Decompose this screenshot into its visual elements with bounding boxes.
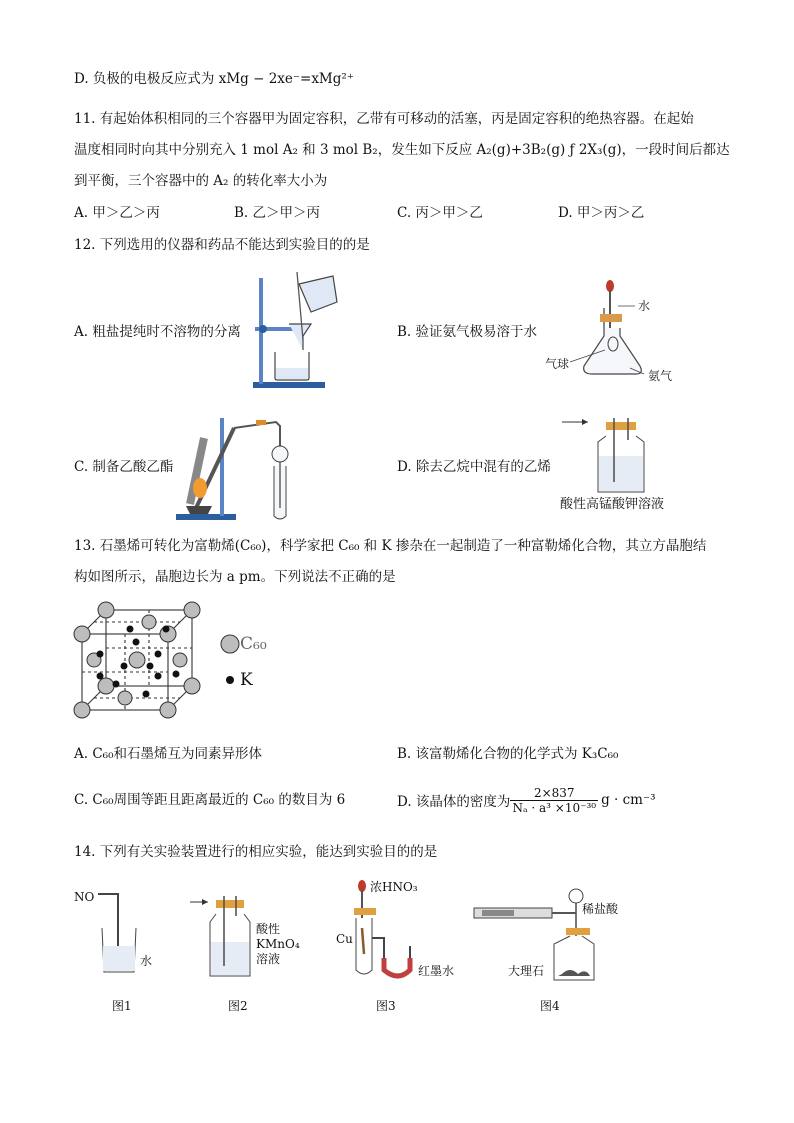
- density-fraction: [510, 786, 598, 815]
- q12-option-a: A. 粗盐提纯时不溶物的分离: [74, 324, 241, 340]
- fig3-metal-label: Cu: [336, 932, 353, 946]
- fig4-caption: 图4: [540, 999, 560, 1013]
- q10-option-d: D. 负极的电极反应式为 xMg − 2xe⁻=xMg²⁺: [74, 71, 354, 87]
- fig1-gas-label: NO: [74, 890, 95, 904]
- flask-ammonia-label: 氨气: [648, 369, 673, 383]
- q12-option-c: C. 制备乙酸乙酯: [74, 459, 174, 475]
- q12-option-b: B. 验证氨气极易溶于水: [397, 324, 538, 340]
- fig4-acid-label: 稀盐酸: [582, 902, 619, 916]
- fig3-liquid-label: 红墨水: [418, 964, 455, 978]
- q11-stem-line1: 11. 有起始体积相同的三个容器甲为固定容积，乙带有可移动的活塞，丙是固定容积的绝热容器。在起始: [74, 111, 694, 127]
- q11-stem-line2: 温度相同时向其中分别充入 1 mol A₂ 和 3 mol B₂，发生如下反应 A₂(g)+3B₂(g) ƒ 2X₃(g)，一段时间后都达: [74, 142, 730, 158]
- q13-option-d: [397, 776, 656, 824]
- fig2-reagent-label: [256, 922, 300, 967]
- fig2-reagent-line3: 溶液: [256, 952, 281, 966]
- filtration-apparatus-figure: [245, 270, 355, 392]
- q12-option-d: D. 除去乙烷中混有的乙烯: [397, 459, 551, 475]
- density-unit: g · cm⁻³: [601, 792, 656, 808]
- q11-option-c: C. 丙＞甲＞乙: [397, 205, 483, 221]
- q13-option-b: B. 该富勒烯化合物的化学式为 K₃C₆₀: [397, 746, 619, 762]
- q13-option-a: A. C₆₀和石墨烯互为同素异形体: [74, 746, 262, 762]
- legend-k-label: K: [240, 670, 253, 690]
- crystal-cell-figure: [66, 594, 216, 726]
- q11-option-a: A. 甲＞乙＞丙: [74, 205, 160, 221]
- q13-option-d-prefix: D. 该晶体的密度为: [397, 794, 511, 810]
- figure-2-washing-bottle: [190, 892, 260, 982]
- flask-balloon-label: 气球: [545, 357, 570, 371]
- fig2-reagent-line2: KMnO₄: [256, 937, 300, 951]
- flask-water-label: 水: [638, 299, 651, 313]
- q13-stem-line2: 构如图所示，晶胞边长为 a pm。下列说法不正确的是: [74, 569, 396, 585]
- q11-stem-line3: 到平衡，三个容器中的 A₂ 的转化率大小为: [74, 173, 328, 189]
- fig3-acid-label: 浓HNO₃: [370, 880, 418, 894]
- q11-option-d: D. 甲＞丙＞乙: [558, 205, 645, 221]
- q11-option-b: B. 乙＞甲＞丙: [234, 205, 321, 221]
- ethyl-acetate-apparatus-figure: [176, 408, 302, 524]
- density-numerator: 2×837: [510, 786, 598, 801]
- fig1-caption: 图1: [112, 999, 132, 1013]
- fig2-reagent-line1: 酸性: [256, 922, 281, 936]
- ammonia-flask-figure: [540, 278, 680, 388]
- fig1-water-label: 水: [140, 954, 153, 968]
- fig2-caption: 图2: [228, 999, 248, 1013]
- gas-washing-bottle-figure: [560, 416, 680, 496]
- fig3-caption: 图3: [376, 999, 396, 1013]
- legend-c60-label: C₆₀: [240, 634, 267, 654]
- density-denominator: Nₐ · a³ ×10⁻³⁰: [512, 800, 597, 815]
- fig4-solid-label: 大理石: [508, 964, 545, 978]
- q13-stem-line1: 13. 石墨烯可转化为富勒烯(C₆₀)，科学家把 C₆₀ 和 K 掺杂在一起制造了一种富勒烯化合物，其立方晶胞结: [74, 538, 707, 554]
- q13-option-c: C. C₆₀周围等距且距离最近的 C₆₀ 的数目为 6: [74, 792, 346, 808]
- kmno4-solution-label: 酸性高锰酸钾溶液: [560, 497, 665, 512]
- q14-stem: 14. 下列有关实验装置进行的相应实验，能达到实验目的的是: [74, 844, 438, 860]
- q12-stem: 12. 下列选用的仪器和药品不能达到实验目的的是: [74, 237, 370, 253]
